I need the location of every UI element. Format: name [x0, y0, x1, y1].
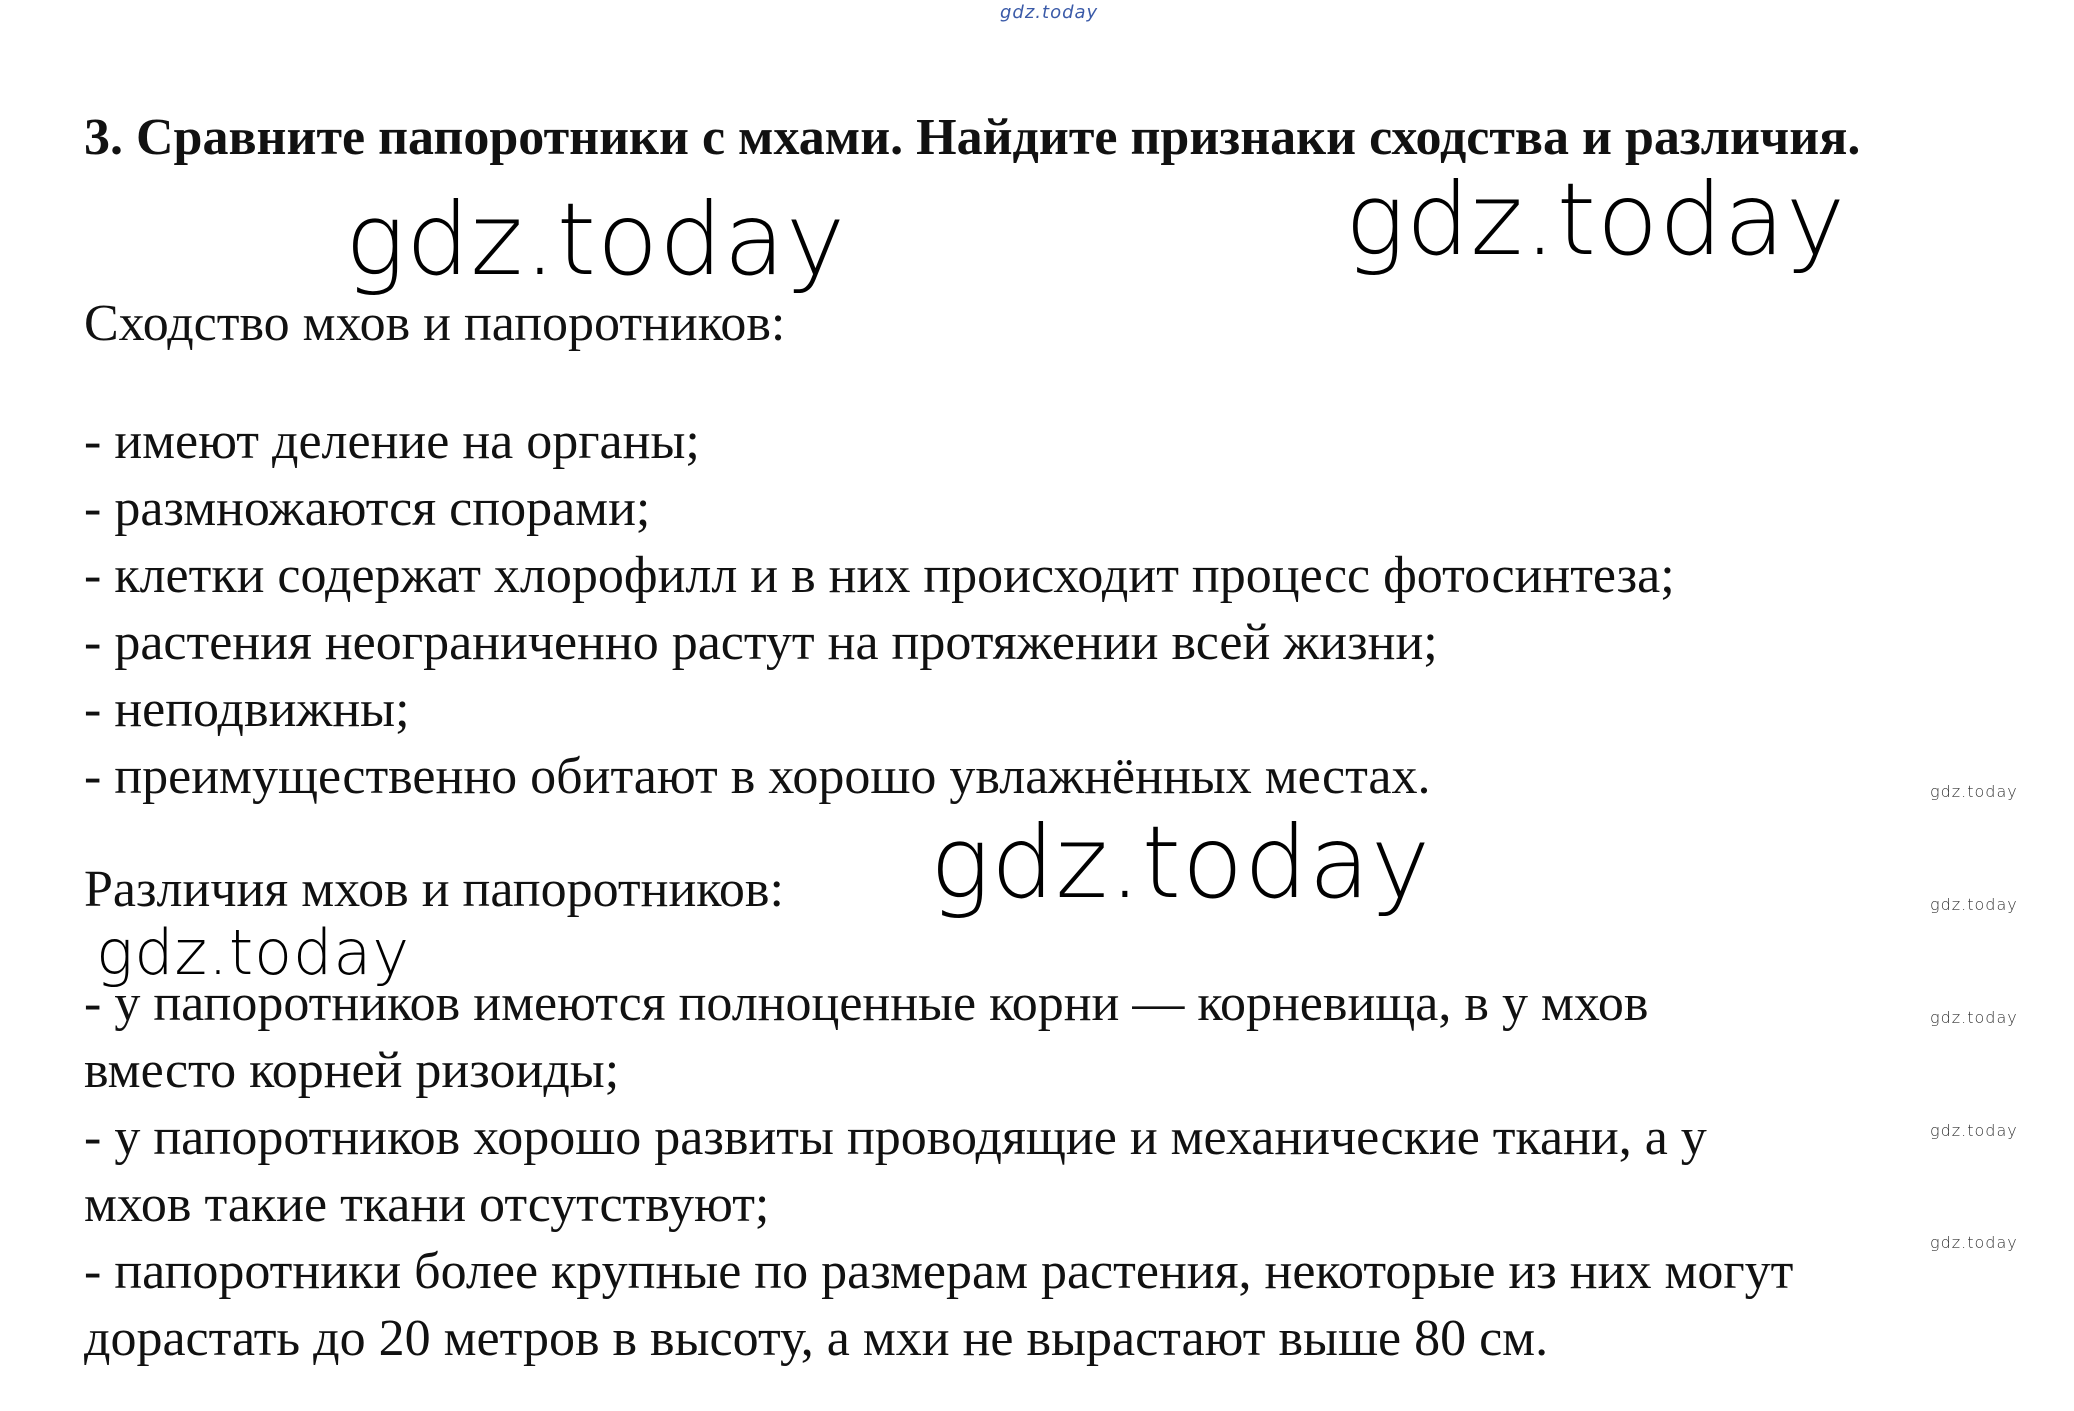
similarity-item: - клетки содержат хлорофилл и в них происходит процесс фотосинтеза;	[84, 547, 1675, 604]
watermark-large-3: gdz.today	[930, 804, 1432, 921]
differences-line: - у папоротников хорошо развиты проводящие и механические ткани, а у	[84, 1109, 1707, 1166]
similarity-item: - неподвижны;	[84, 681, 410, 738]
similarity-item: - преимущественно обитают в хорошо увлажнённых местах.	[84, 748, 1431, 805]
watermark-large-1: gdz.today	[345, 181, 847, 298]
similarity-item: - размножаются спорами;	[84, 480, 651, 537]
watermark-small-4: gdz.today	[1930, 1121, 2018, 1140]
similarity-heading: Сходство мхов и папоротников:	[84, 295, 786, 352]
similarity-item: - имеют деление на органы;	[84, 413, 700, 470]
watermark-small-5: gdz.today	[1930, 1233, 2018, 1252]
watermark-large-2: gdz.today	[1345, 161, 1847, 278]
differences-heading: Различия мхов и папоротников:	[84, 861, 784, 918]
differences-line: - у папоротников имеются полноценные корни — корневища, в у мхов	[84, 975, 1649, 1032]
watermark-medium: gdz.today	[96, 916, 411, 989]
differences-line: дорастать до 20 метров в высоту, а мхи не вырастают выше 80 см.	[84, 1310, 1549, 1367]
task-title: 3. Сравните папоротники с мхами. Найдите признаки сходства и различия.	[84, 109, 1861, 166]
differences-line: мхов такие ткани отсутствуют;	[84, 1176, 770, 1233]
similarity-item: - растения неограниченно растут на протяжении всей жизни;	[84, 614, 1438, 671]
watermark-small-2: gdz.today	[1930, 895, 2018, 914]
differences-line: - папоротники более крупные по размерам растения, некоторые из них могут	[84, 1243, 1794, 1300]
watermark-small-3: gdz.today	[1930, 1008, 2018, 1027]
watermark-small-1: gdz.today	[1930, 782, 2018, 801]
differences-line: вместо корней ризоиды;	[84, 1042, 620, 1099]
watermark-top: gdz.today	[1000, 2, 1099, 23]
